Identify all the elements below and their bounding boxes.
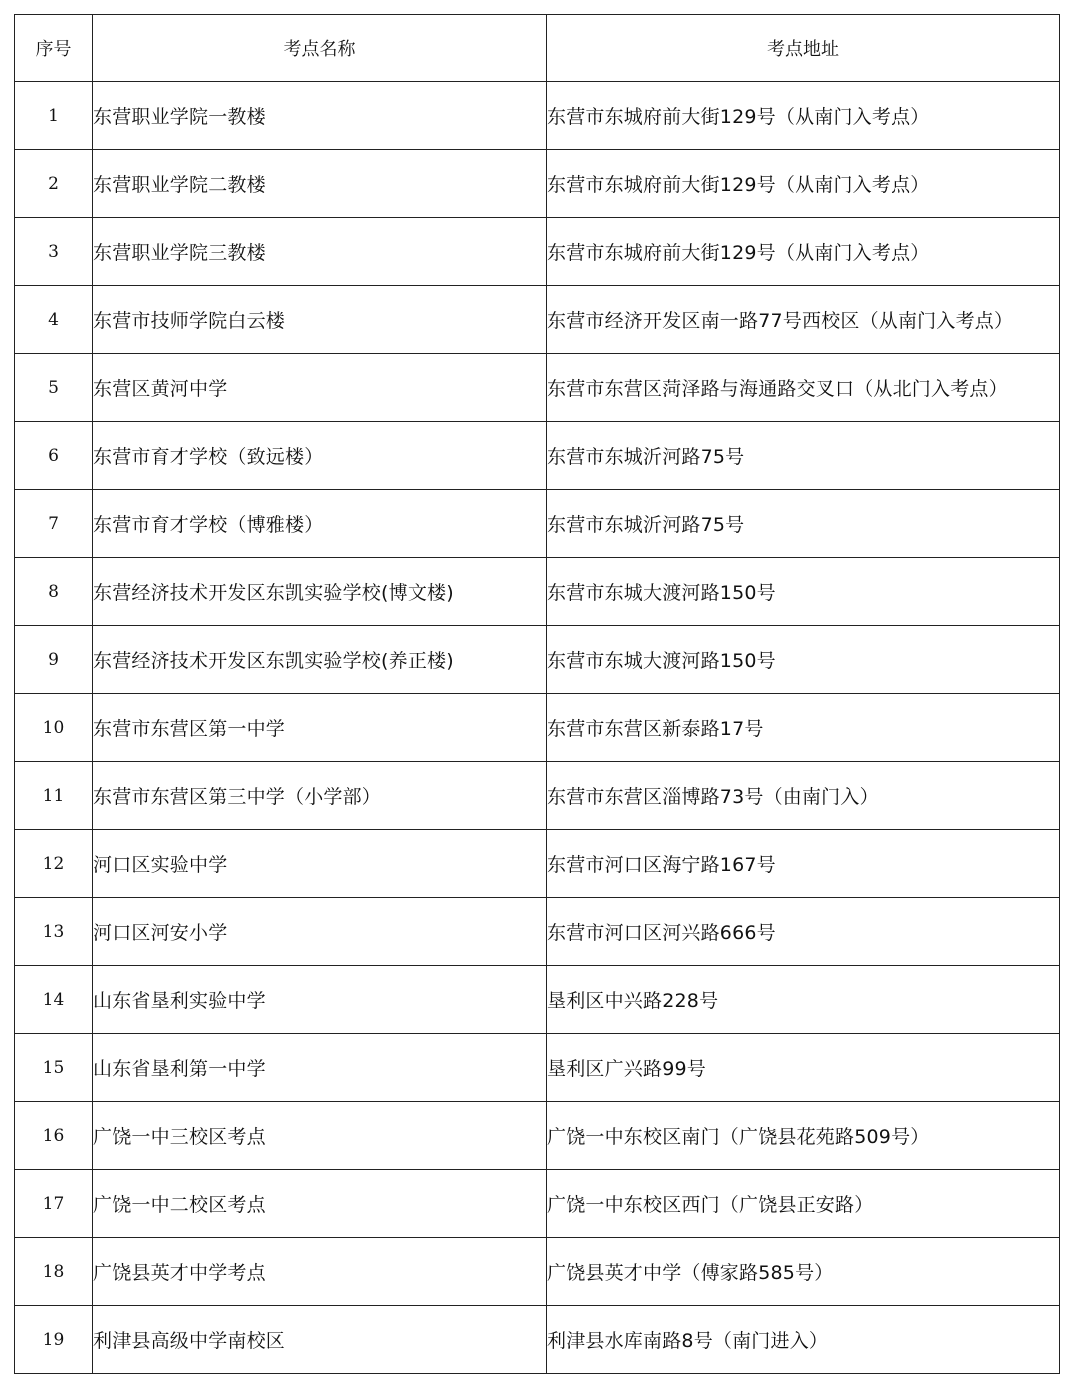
table-row bbox=[15, 830, 1060, 898]
row-site-address-cell: 东营市东城府前大街129号（从南门入考点） bbox=[547, 150, 1060, 218]
row-site-name-cell: 东营市东营区第三中学（小学部） bbox=[93, 762, 547, 830]
row-seq-cell: 7 bbox=[15, 490, 93, 558]
table-row bbox=[15, 1306, 1060, 1374]
row-site-name-cell: 东营区黄河中学 bbox=[93, 354, 547, 422]
table-row bbox=[15, 490, 1060, 558]
table-row bbox=[15, 966, 1060, 1034]
row-site-address-cell: 东营市东营区菏泽路与海通路交叉口（从北门入考点） bbox=[547, 354, 1060, 422]
row-seq-cell: 17 bbox=[15, 1170, 93, 1238]
header-seq: 序号 bbox=[15, 15, 93, 82]
exam-sites-table bbox=[14, 14, 1060, 1374]
row-seq-cell: 13 bbox=[15, 898, 93, 966]
row-site-address-cell: 利津县水库南路8号（南门进入） bbox=[547, 1306, 1060, 1374]
row-seq-cell: 5 bbox=[15, 354, 93, 422]
table-row bbox=[15, 558, 1060, 626]
table-row bbox=[15, 762, 1060, 830]
row-seq-cell: 6 bbox=[15, 422, 93, 490]
table-row bbox=[15, 422, 1060, 490]
row-seq-cell: 9 bbox=[15, 626, 93, 694]
row-site-name-cell: 山东省垦利第一中学 bbox=[93, 1034, 547, 1102]
row-site-name-cell: 东营市技师学院白云楼 bbox=[93, 286, 547, 354]
table-header-row bbox=[15, 15, 1060, 82]
table-row bbox=[15, 694, 1060, 762]
row-seq-cell: 18 bbox=[15, 1238, 93, 1306]
row-site-name-cell: 河口区实验中学 bbox=[93, 830, 547, 898]
row-site-address-cell: 东营市东营区新泰路17号 bbox=[547, 694, 1060, 762]
row-site-address-cell: 东营市东城大渡河路150号 bbox=[547, 626, 1060, 694]
row-site-address-cell: 东营市东城沂河路75号 bbox=[547, 422, 1060, 490]
table-row bbox=[15, 1238, 1060, 1306]
header-site-name: 考点名称 bbox=[93, 15, 547, 82]
row-seq-cell: 15 bbox=[15, 1034, 93, 1102]
table-row bbox=[15, 1034, 1060, 1102]
row-seq-cell: 4 bbox=[15, 286, 93, 354]
row-site-address-cell: 垦利区广兴路99号 bbox=[547, 1034, 1060, 1102]
row-site-address-cell: 东营市东城沂河路75号 bbox=[547, 490, 1060, 558]
row-site-name-cell: 东营经济技术开发区东凯实验学校(养正楼) bbox=[93, 626, 547, 694]
row-site-address-cell: 东营市河口区河兴路666号 bbox=[547, 898, 1060, 966]
row-site-name-cell: 广饶一中三校区考点 bbox=[93, 1102, 547, 1170]
table-row bbox=[15, 1102, 1060, 1170]
table-row bbox=[15, 82, 1060, 150]
table-row bbox=[15, 626, 1060, 694]
row-site-name-cell: 东营经济技术开发区东凯实验学校(博文楼) bbox=[93, 558, 547, 626]
row-seq-cell: 1 bbox=[15, 82, 93, 150]
row-site-name-cell: 利津县高级中学南校区 bbox=[93, 1306, 547, 1374]
row-site-address-cell: 东营市东城大渡河路150号 bbox=[547, 558, 1060, 626]
row-site-name-cell: 广饶县英才中学考点 bbox=[93, 1238, 547, 1306]
row-site-address-cell: 广饶一中东校区西门（广饶县正安路） bbox=[547, 1170, 1060, 1238]
row-site-name-cell: 河口区河安小学 bbox=[93, 898, 547, 966]
row-site-name-cell: 广饶一中二校区考点 bbox=[93, 1170, 547, 1238]
row-site-address-cell: 东营市东城府前大街129号（从南门入考点） bbox=[547, 218, 1060, 286]
row-site-name-cell: 东营职业学院二教楼 bbox=[93, 150, 547, 218]
row-site-address-cell: 东营市东营区淄博路73号（由南门入） bbox=[547, 762, 1060, 830]
row-seq-cell: 12 bbox=[15, 830, 93, 898]
row-seq-cell: 8 bbox=[15, 558, 93, 626]
row-site-name-cell: 东营职业学院三教楼 bbox=[93, 218, 547, 286]
row-site-address-cell: 东营市东城府前大街129号（从南门入考点） bbox=[547, 82, 1060, 150]
row-seq-cell: 11 bbox=[15, 762, 93, 830]
row-seq-cell: 14 bbox=[15, 966, 93, 1034]
row-site-address-cell: 东营市河口区海宁路167号 bbox=[547, 830, 1060, 898]
table-row bbox=[15, 898, 1060, 966]
row-site-address-cell: 东营市经济开发区南一路77号西校区（从南门入考点） bbox=[547, 286, 1060, 354]
row-seq-cell: 2 bbox=[15, 150, 93, 218]
table-row bbox=[15, 286, 1060, 354]
row-seq-cell: 3 bbox=[15, 218, 93, 286]
row-seq-cell: 19 bbox=[15, 1306, 93, 1374]
table-row bbox=[15, 218, 1060, 286]
row-site-name-cell: 山东省垦利实验中学 bbox=[93, 966, 547, 1034]
row-site-name-cell: 东营职业学院一教楼 bbox=[93, 82, 547, 150]
row-site-address-cell: 广饶县英才中学（傅家路585号） bbox=[547, 1238, 1060, 1306]
row-site-address-cell: 广饶一中东校区南门（广饶县花苑路509号） bbox=[547, 1102, 1060, 1170]
table-row bbox=[15, 150, 1060, 218]
row-seq-cell: 10 bbox=[15, 694, 93, 762]
table-row bbox=[15, 354, 1060, 422]
row-site-name-cell: 东营市东营区第一中学 bbox=[93, 694, 547, 762]
row-seq-cell: 16 bbox=[15, 1102, 93, 1170]
exam-sites-sheet bbox=[14, 14, 1059, 1374]
row-site-address-cell: 垦利区中兴路228号 bbox=[547, 966, 1060, 1034]
table-body bbox=[15, 82, 1060, 1374]
header-site-address: 考点地址 bbox=[547, 15, 1060, 82]
row-site-name-cell: 东营市育才学校（博雅楼） bbox=[93, 490, 547, 558]
row-site-name-cell: 东营市育才学校（致远楼） bbox=[93, 422, 547, 490]
table-row bbox=[15, 1170, 1060, 1238]
